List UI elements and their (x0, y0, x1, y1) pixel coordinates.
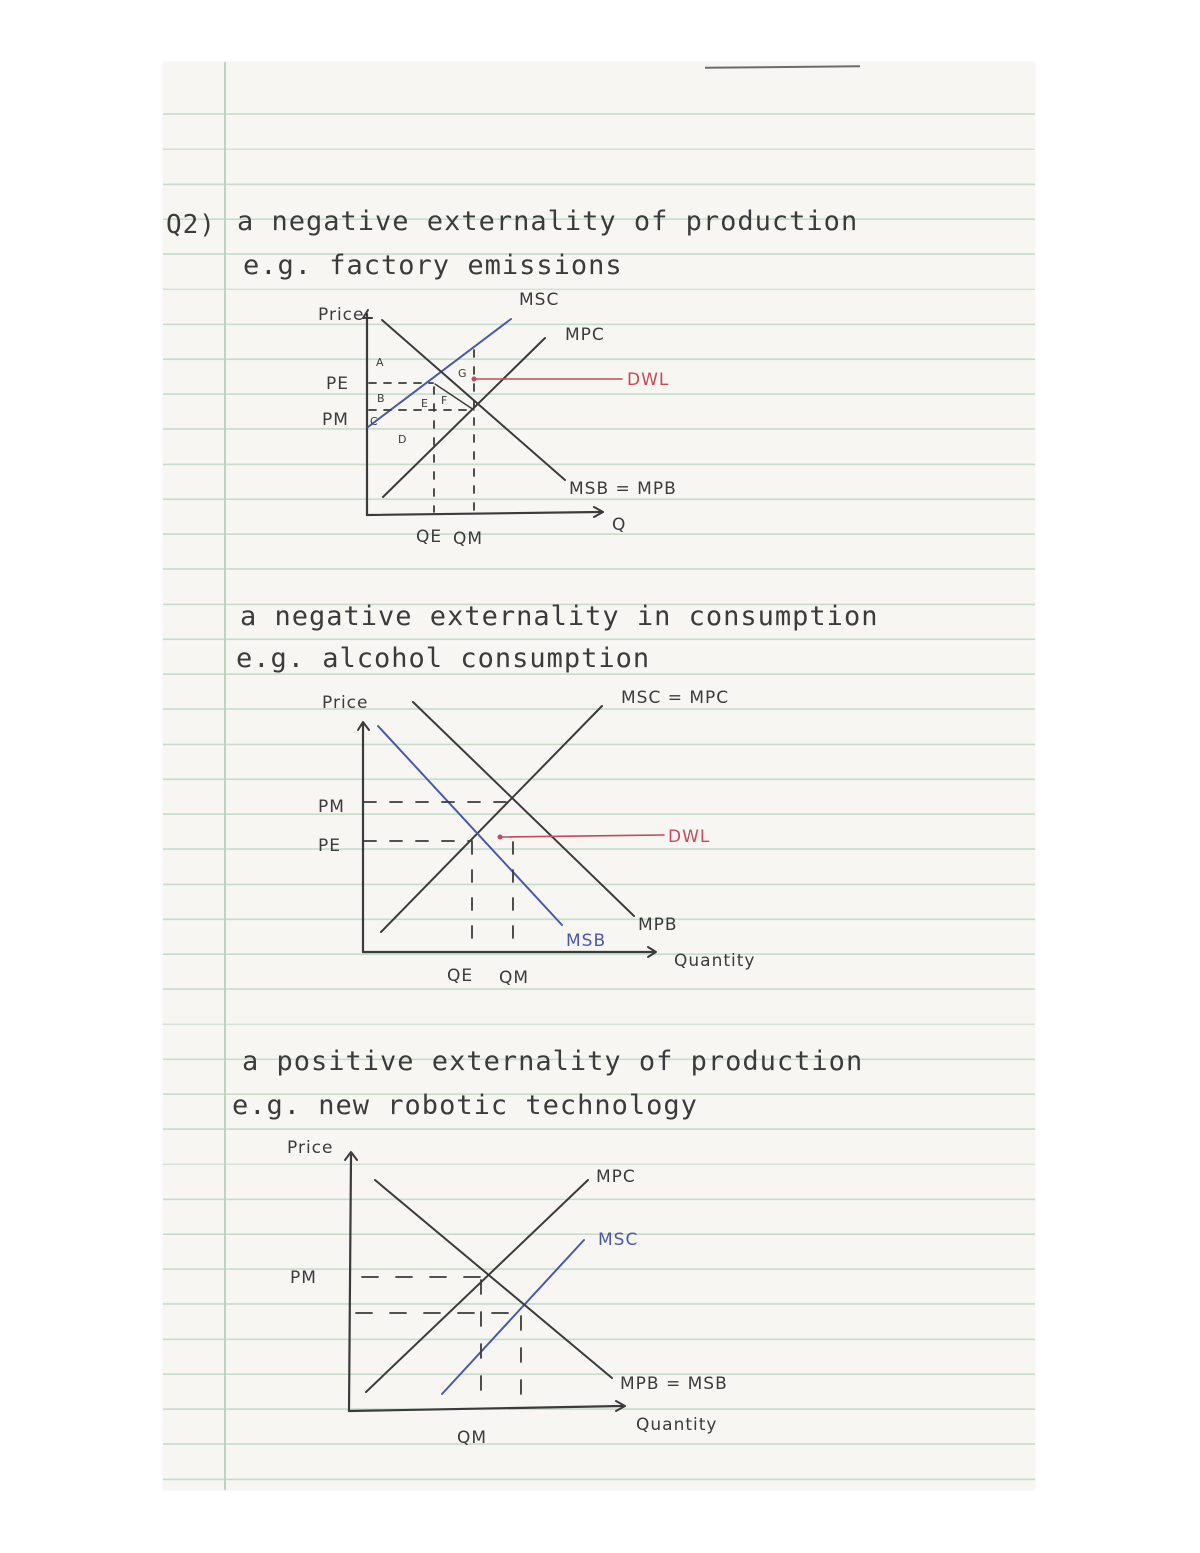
graph1-area-f: F (441, 394, 448, 407)
graph1-pm-label: PM (322, 410, 349, 430)
section2-heading: a negative externality in consumption (240, 601, 879, 632)
graph3-mpc-label: MPC (596, 1167, 636, 1187)
graph2-pe-label: PE (318, 836, 341, 856)
graph1-area-e: E (421, 397, 428, 410)
graph1-area-g: G (458, 367, 467, 380)
graph3-qm-label: QM (457, 1428, 488, 1448)
graph2-msb-label: MSB (566, 931, 607, 951)
graph2-qm-label: QM (499, 968, 530, 988)
graph1-mpc-line (383, 338, 545, 497)
graph1-dwl-pointer-dot (472, 377, 477, 382)
section3-example: e.g. new robotic technology (232, 1090, 698, 1121)
graph2 (358, 702, 664, 957)
graph3-pm-label: PM (290, 1268, 317, 1288)
graph1-x-axis-label: Q (612, 515, 627, 535)
graph1-pe-label: PE (326, 374, 349, 394)
graph2-msc-mpc-label: MSC = MPC (621, 688, 730, 708)
graph2-y-axis-label: Price (322, 693, 369, 713)
graph2-x-axis-label: Quantity (674, 951, 756, 971)
graph2-msc-mpc-line (381, 706, 602, 932)
graph1-x-axis (367, 512, 600, 515)
graph1-qe-label: QE (416, 527, 443, 547)
graph2-pm-label: PM (318, 797, 345, 817)
graph3 (345, 1152, 625, 1411)
section3-heading: a positive externality of production (242, 1046, 864, 1077)
graph1-mpc-label: MPC (565, 325, 605, 345)
graph1-area-b: B (377, 392, 385, 405)
graph1-msb-label: MSB = MPB (569, 479, 677, 499)
graph3-msc-label: MSC (598, 1230, 639, 1250)
graph1-qm-label: QM (453, 529, 484, 549)
section2-example: e.g. alcohol consumption (236, 643, 651, 674)
graph2-dwl-pointer-dot (498, 835, 503, 840)
graph3-mpc-line (366, 1180, 588, 1392)
graph3-y-axis (349, 1155, 351, 1411)
graph3-mpb-msb-label: MPB = MSB (620, 1374, 728, 1394)
graph3-y-axis-label: Price (287, 1138, 334, 1158)
graph3-msc-line (442, 1240, 584, 1394)
graph3-x-axis-label: Quantity (636, 1415, 718, 1435)
graph2-qe-label: QE (447, 966, 474, 986)
graph1-y-axis-label: Price (318, 305, 365, 325)
graph1-msc-label: MSC (519, 290, 560, 310)
graph2-dwl-pointer (500, 835, 664, 837)
question-number: Q2) (166, 210, 216, 240)
section1-example: e.g. factory emissions (243, 250, 623, 281)
section1-heading: a negative externality of production (237, 206, 859, 237)
graph1-area-d: D (398, 433, 407, 446)
graph1-area-c: C (370, 415, 378, 428)
graph1-area-a: A (376, 356, 384, 369)
graph2-mpb-label: MPB (638, 915, 678, 935)
graph1-dwl-label: DWL (627, 370, 670, 390)
graph3-x-axis (349, 1406, 622, 1411)
graph2-dwl-label: DWL (668, 827, 711, 847)
